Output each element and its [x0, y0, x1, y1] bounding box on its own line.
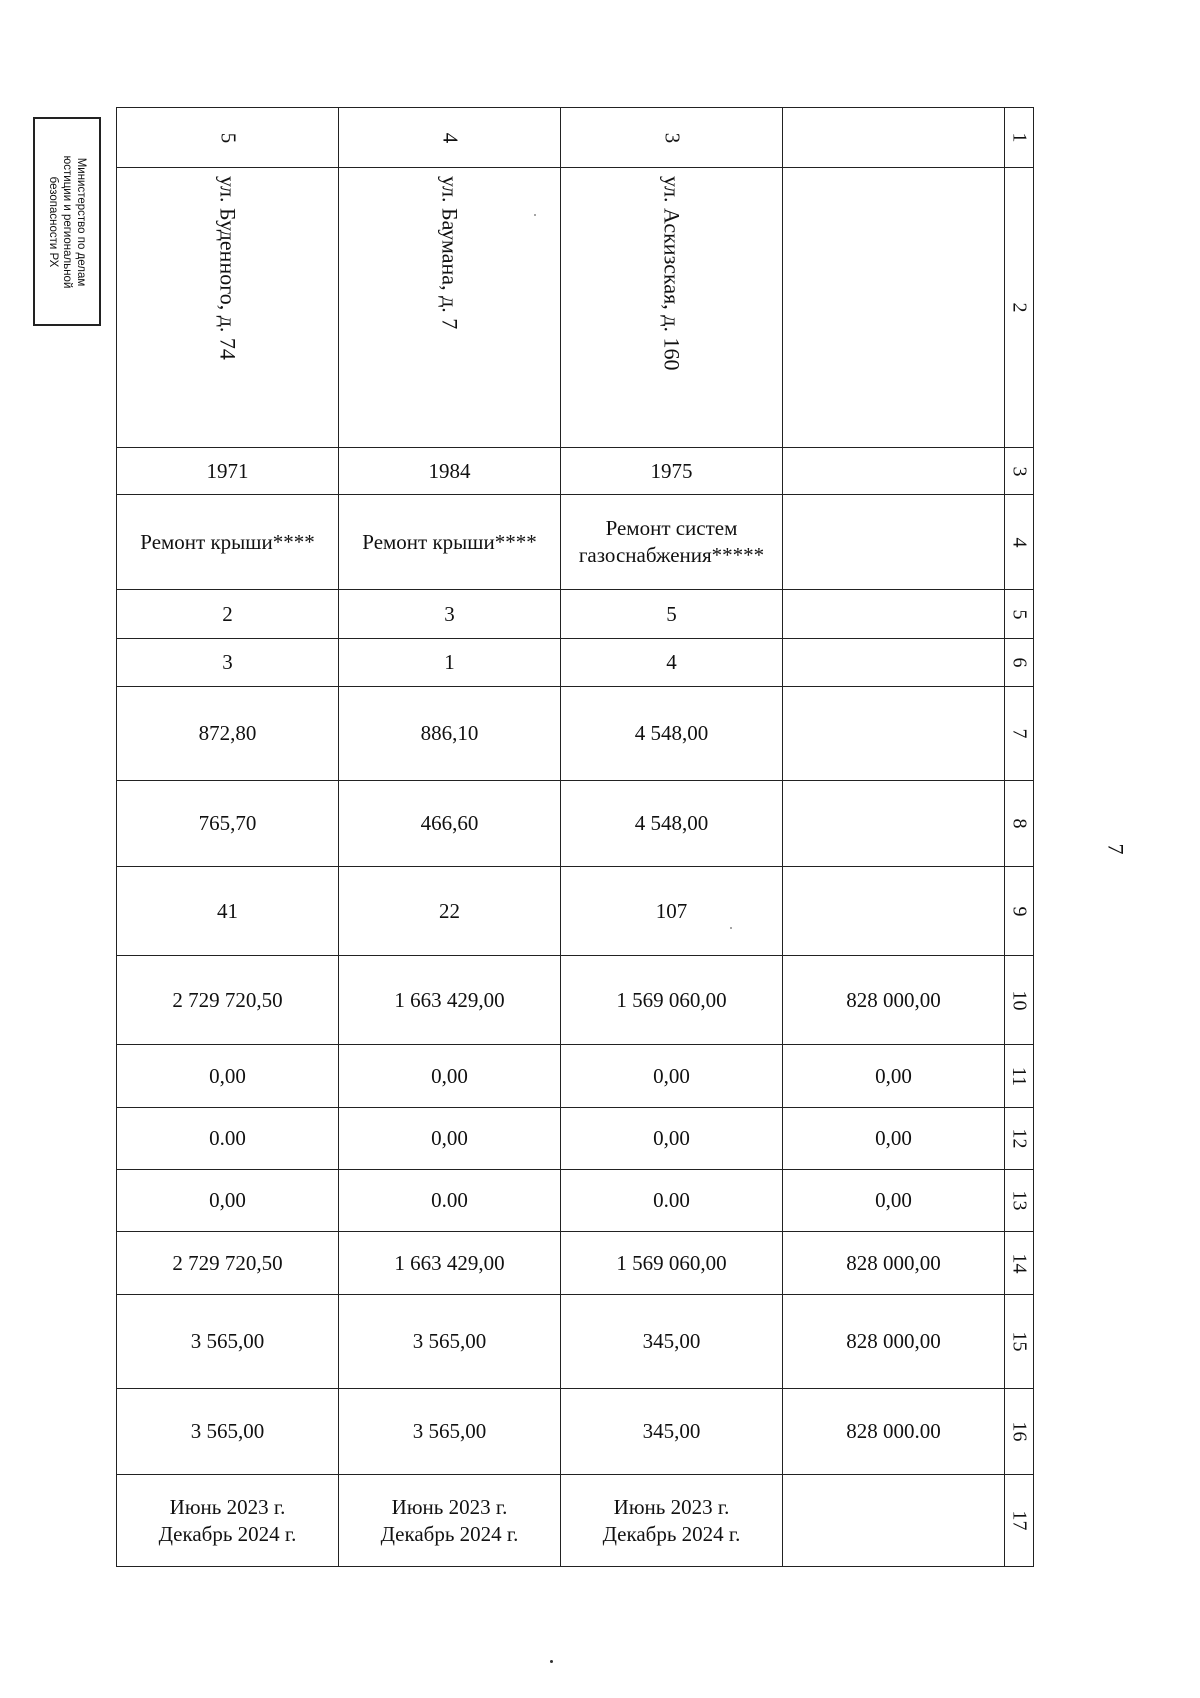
cell-value: 1 569 060,00 — [561, 956, 783, 1045]
cell-address: ул. Буденного, д. 74 — [117, 168, 339, 448]
period-end: Декабрь 2024 г. — [158, 1521, 297, 1546]
cell-value: 466,60 — [339, 781, 561, 867]
table-row-14 — [117, 1232, 1034, 1295]
cell-value: 1 569 060,00 — [561, 1232, 783, 1295]
cell-value: 2 729 720,50 — [117, 1232, 339, 1295]
cell-work-type: Ремонт систем газоснабжения***** — [561, 495, 783, 590]
row-number: 10 — [1005, 956, 1034, 1045]
cell-year — [783, 448, 1005, 495]
stamp-line-2: юстиции и региональной — [61, 155, 73, 288]
cell-value: 345,00 — [561, 1295, 783, 1389]
cell-value: 0,00 — [783, 1045, 1005, 1108]
row-number: 1 — [1005, 108, 1034, 168]
cell-value: 886,10 — [339, 687, 561, 781]
cell-value: 3 565,00 — [117, 1389, 339, 1475]
cell-header-num — [783, 108, 1005, 168]
row-number: 4 — [1005, 495, 1034, 590]
row-number: 13 — [1005, 1170, 1034, 1232]
cell-value: 765,70 — [117, 781, 339, 867]
cell-address: ул. Баумана, д. 7 — [339, 168, 561, 448]
cell-value: 0,00 — [339, 1108, 561, 1170]
row-number: 17 — [1005, 1475, 1034, 1567]
period-start: Июнь 2023 г. — [391, 1494, 508, 1519]
cell-work-type — [783, 495, 1005, 590]
cell-value: 872,80 — [117, 687, 339, 781]
ministry-stamp — [33, 117, 101, 326]
repair-table — [116, 107, 1034, 1567]
cell-value: 2 729 720,50 — [117, 956, 339, 1045]
cell-value — [783, 867, 1005, 956]
table-row-8 — [117, 781, 1034, 867]
table-row-17 — [117, 1475, 1034, 1567]
cell-value: 0,00 — [561, 1108, 783, 1170]
cell-value: 3 — [117, 639, 339, 687]
cell-value: 828 000,00 — [783, 956, 1005, 1045]
row-number: 15 — [1005, 1295, 1034, 1389]
cell-value: 41 — [117, 867, 339, 956]
cell-work-type: Ремонт крыши**** — [117, 495, 339, 590]
table-row-13 — [117, 1170, 1034, 1232]
cell-value: 1 — [339, 639, 561, 687]
row-number: 5 — [1005, 590, 1034, 639]
table-row-1 — [117, 108, 1034, 168]
cell-period — [783, 1475, 1005, 1567]
cell-value: 0,00 — [117, 1045, 339, 1108]
cell-value: 5 — [561, 590, 783, 639]
table-row-9 — [117, 867, 1034, 956]
table-row-7 — [117, 687, 1034, 781]
cell-value — [783, 639, 1005, 687]
stamp-line-3: безопасности РХ — [47, 176, 59, 267]
cell-value: 0.00 — [117, 1108, 339, 1170]
table-row-16 — [117, 1389, 1034, 1475]
cell-value: 3 565,00 — [339, 1295, 561, 1389]
cell-value: 4 — [561, 639, 783, 687]
row-number: 8 — [1005, 781, 1034, 867]
cell-value: 1 663 429,00 — [339, 956, 561, 1045]
cell-value: 0,00 — [783, 1108, 1005, 1170]
cell-header-num: 4 — [339, 108, 561, 168]
cell-value — [783, 781, 1005, 867]
row-number: 6 — [1005, 639, 1034, 687]
cell-value: 828 000,00 — [783, 1295, 1005, 1389]
cell-header-num: 5 — [117, 108, 339, 168]
cell-address — [783, 168, 1005, 448]
table-row-6 — [117, 639, 1034, 687]
cell-value: 22 — [339, 867, 561, 956]
cell-value: 345,00 — [561, 1389, 783, 1475]
cell-value — [783, 687, 1005, 781]
table-row-12 — [117, 1108, 1034, 1170]
cell-value: 828 000,00 — [783, 1232, 1005, 1295]
table-row-2 — [117, 168, 1034, 448]
row-number: 7 — [1005, 687, 1034, 781]
scan-dot — [550, 1660, 553, 1663]
row-number: 9 — [1005, 867, 1034, 956]
cell-work-type: Ремонт крыши**** — [339, 495, 561, 590]
cell-value: 3 565,00 — [339, 1389, 561, 1475]
row-number: 11 — [1005, 1045, 1034, 1108]
cell-year: 1984 — [339, 448, 561, 495]
cell-year: 1975 — [561, 448, 783, 495]
row-number: 12 — [1005, 1108, 1034, 1170]
cell-value: 4 548,00 — [561, 687, 783, 781]
cell-value: 1 663 429,00 — [339, 1232, 561, 1295]
table-row-3 — [117, 448, 1034, 495]
table-row-4 — [117, 495, 1034, 590]
cell-header-num: 3 — [561, 108, 783, 168]
ministry-stamp-text — [46, 119, 88, 324]
period-end: Декабрь 2024 г. — [602, 1521, 741, 1546]
row-number: 16 — [1005, 1389, 1034, 1475]
cell-year: 1971 — [117, 448, 339, 495]
cell-value: 3 565,00 — [117, 1295, 339, 1389]
page-number: 7 — [1103, 843, 1129, 855]
cell-value: 0.00 — [339, 1170, 561, 1232]
cell-value — [783, 590, 1005, 639]
table-row-10 — [117, 956, 1034, 1045]
row-number: 14 — [1005, 1232, 1034, 1295]
cell-value: 3 — [339, 590, 561, 639]
cell-value: 107 — [561, 867, 783, 956]
cell-value: 2 — [117, 590, 339, 639]
cell-period — [561, 1475, 783, 1567]
cell-value: 0,00 — [117, 1170, 339, 1232]
cell-value: 0.00 — [561, 1170, 783, 1232]
cell-value: 0,00 — [561, 1045, 783, 1108]
cell-value: 828 000.00 — [783, 1389, 1005, 1475]
table-row-11 — [117, 1045, 1034, 1108]
period-start: Июнь 2023 г. — [613, 1494, 730, 1519]
cell-value: 0,00 — [783, 1170, 1005, 1232]
period-start: Июнь 2023 г. — [169, 1494, 286, 1519]
row-number: 2 — [1005, 168, 1034, 448]
table-row-5 — [117, 590, 1034, 639]
row-number: 3 — [1005, 448, 1034, 495]
stamp-line-1: Министерство по делам — [75, 157, 87, 286]
period-end: Декабрь 2024 г. — [380, 1521, 519, 1546]
cell-period — [117, 1475, 339, 1567]
cell-value: 4 548,00 — [561, 781, 783, 867]
cell-value: 0,00 — [339, 1045, 561, 1108]
cell-address: ул. Аскизская, д. 160 — [561, 168, 783, 448]
cell-period — [339, 1475, 561, 1567]
table-row-15 — [117, 1295, 1034, 1389]
